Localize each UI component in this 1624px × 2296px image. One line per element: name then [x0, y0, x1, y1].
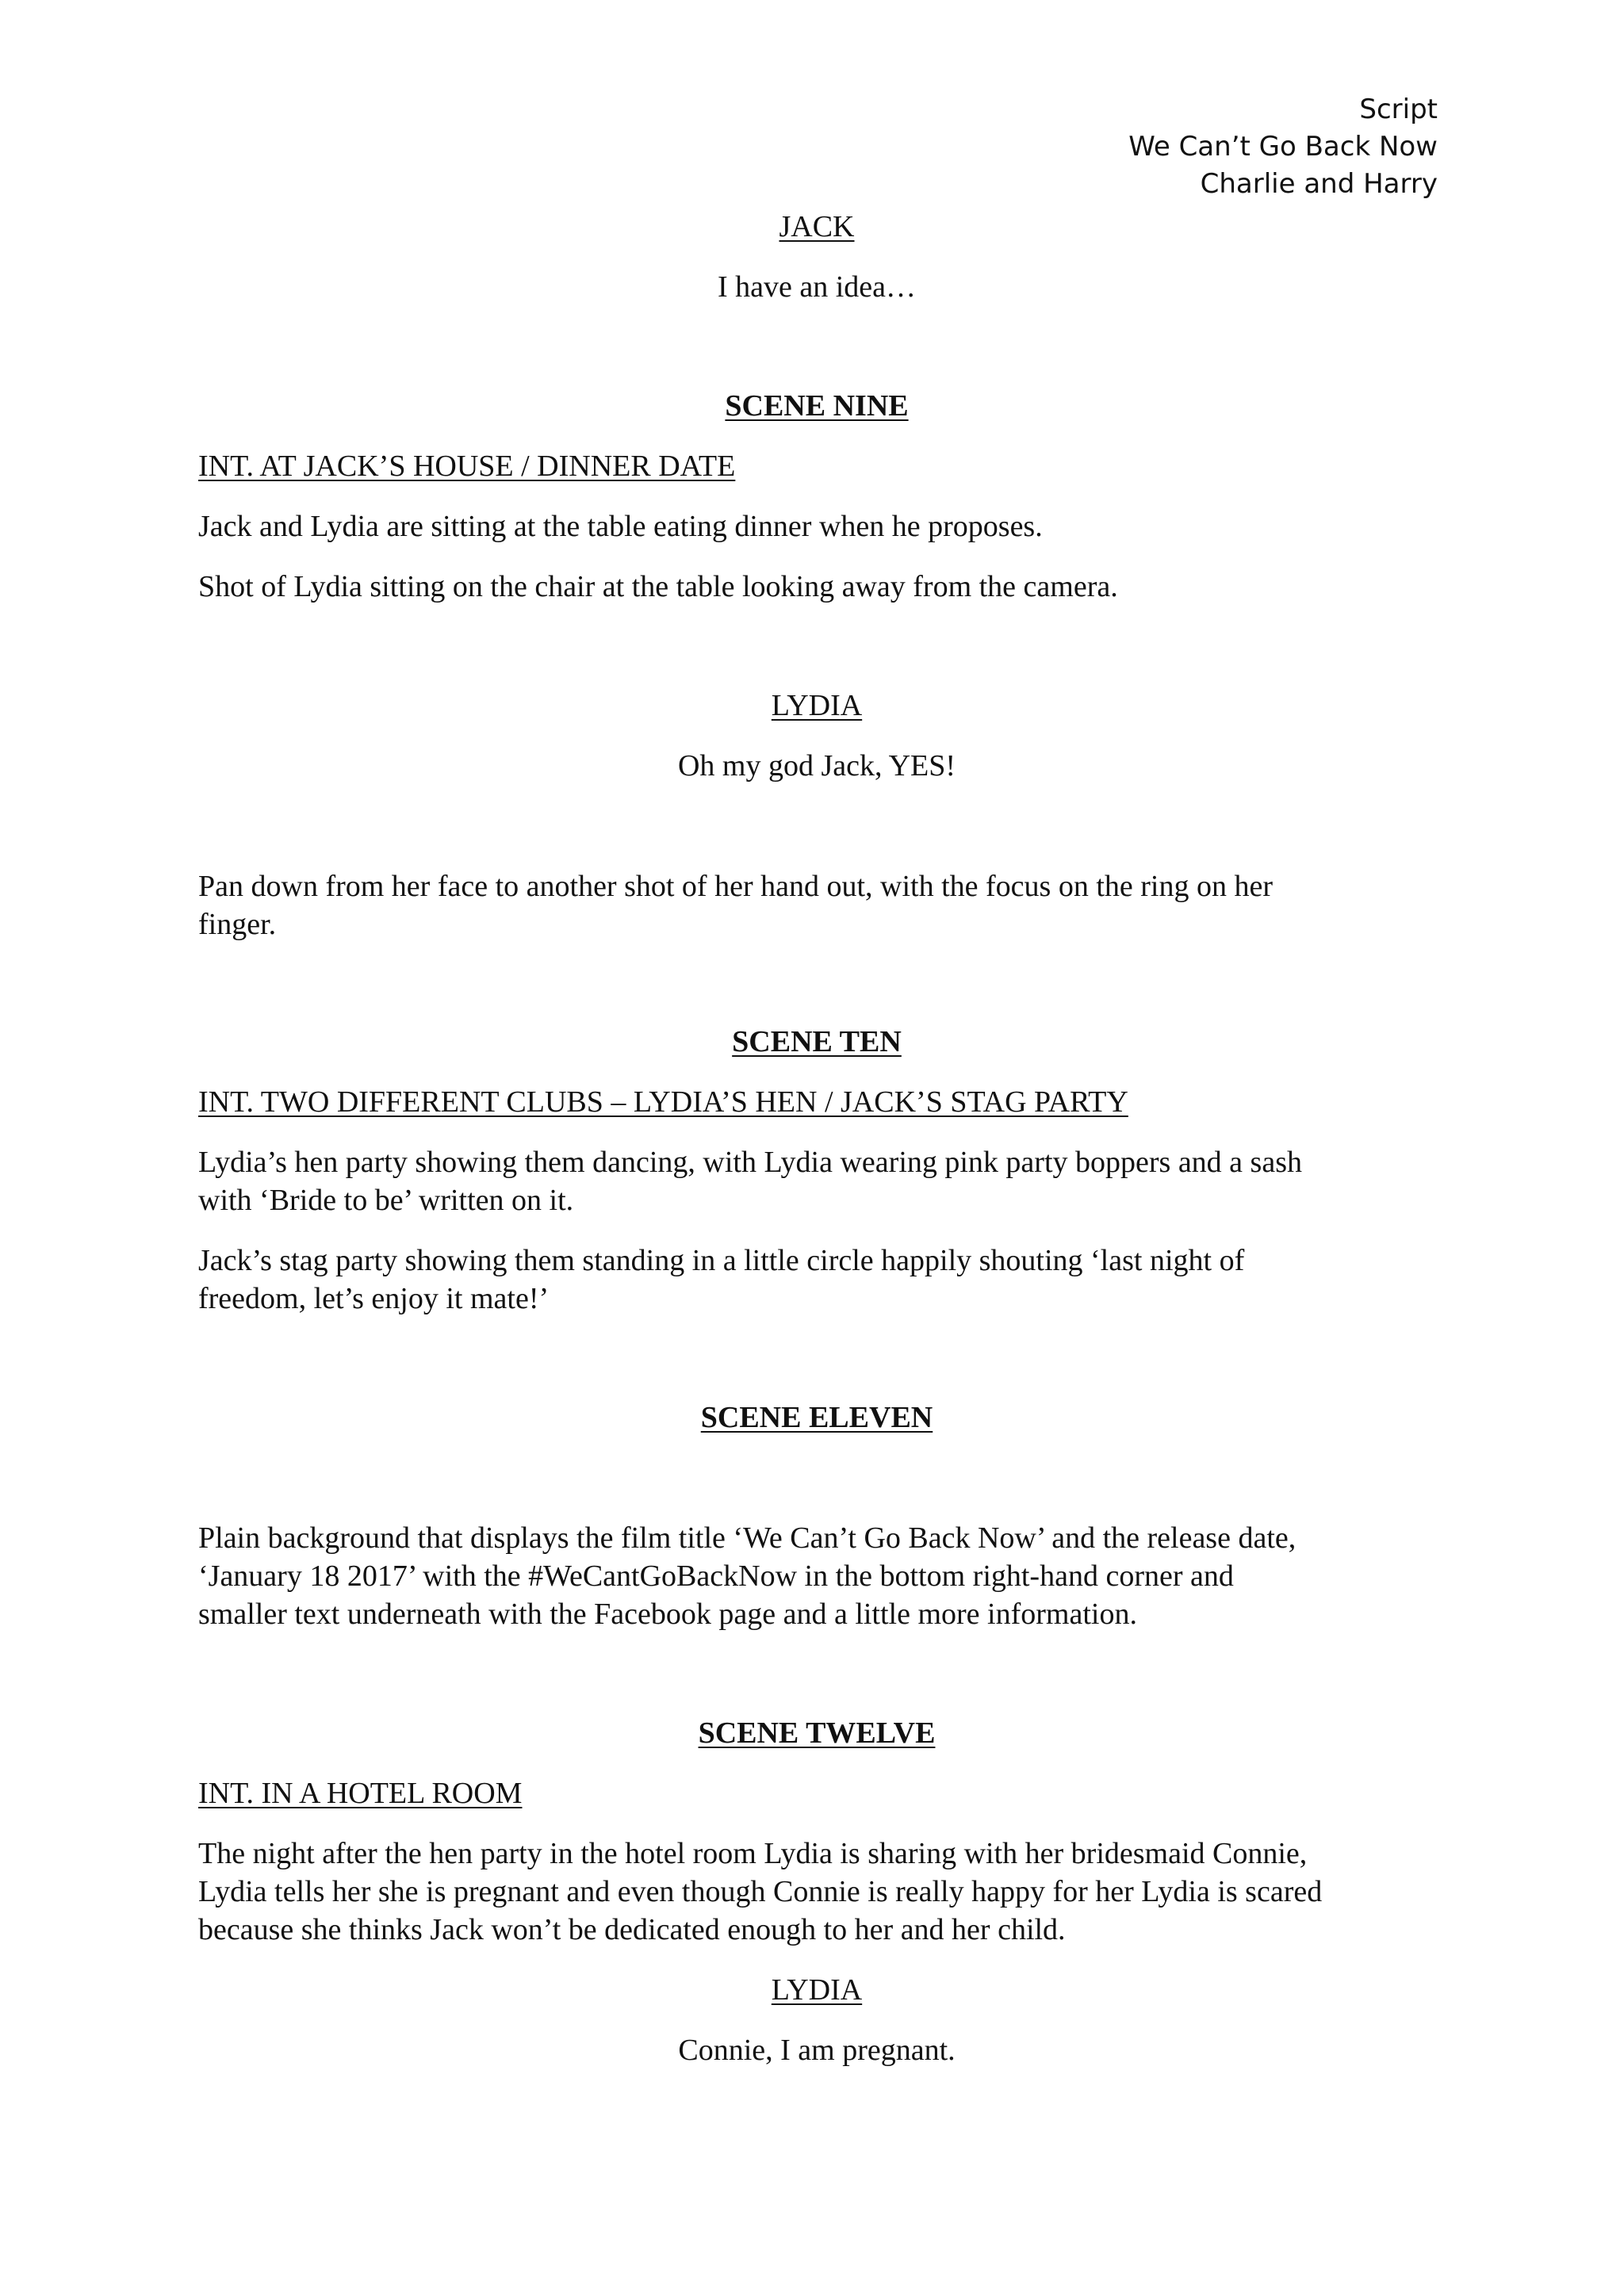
action-scene-twelve-line-3: because she thinks Jack won’t be dedicated enough to her and her child. [198, 1913, 1066, 1946]
character-name-jack: JACK [779, 210, 855, 243]
page-header [1128, 91, 1438, 203]
slugline-scene-nine: INT. AT JACK’S HOUSE / DINNER DATE [198, 450, 736, 483]
scene-heading-ten: SCENE TEN [732, 1025, 902, 1058]
action-scene-eleven-line-3: smaller text underneath with the Facebook page and a little more information. [198, 1598, 1137, 1631]
action-scene-eleven-line-2: ‘January 18 2017’ with the #WeCantGoBackNow in the bottom right-hand corner and [198, 1559, 1234, 1593]
dialogue-lydia-2: Connie, I am pregnant. [678, 2034, 956, 2067]
action-scene-ten-2-line-1: Jack’s stag party showing them standing in a little circle happily shouting ‘last night of [198, 1244, 1245, 1277]
action-scene-eleven-line-1: Plain background that displays the film title ‘We Can’t Go Back Now’ and the release date, [198, 1521, 1297, 1555]
slugline-scene-twelve: INT. IN A HOTEL ROOM [198, 1777, 523, 1810]
action-scene-nine-1: Jack and Lydia are sitting at the table eating dinner when he proposes. [198, 510, 1043, 543]
action-scene-ten-1-line-2: with ‘Bride to be’ written on it. [198, 1184, 574, 1217]
character-name-lydia: LYDIA [771, 689, 863, 722]
header-authors: Charlie and Harry [1200, 168, 1438, 200]
action-scene-twelve-line-2: Lydia tells her she is pregnant and even though Connie is really happy for her Lydia is scared [198, 1875, 1323, 1908]
character-name-lydia-2: LYDIA [771, 1973, 863, 2007]
slugline-scene-ten: INT. TWO DIFFERENT CLUBS – LYDIA’S HEN / JACK’S STAG PARTY [198, 1085, 1128, 1119]
action-pan-line-1: Pan down from her face to another shot of her hand out, with the focus on the ring on her [198, 870, 1273, 903]
header-doc-type: Script [1359, 94, 1438, 125]
action-scene-ten-2-line-2: freedom, let’s enjoy it mate!’ [198, 1282, 550, 1315]
action-scene-ten-1-line-1: Lydia’s hen party showing them dancing, with Lydia wearing pink party boppers and a sash [198, 1146, 1302, 1179]
scene-heading-nine: SCENE NINE [725, 389, 909, 423]
action-pan-line-2: finger. [198, 908, 277, 941]
dialogue-lydia: Oh my god Jack, YES! [677, 749, 956, 783]
action-scene-twelve-line-1: The night after the hen party in the hotel room Lydia is sharing with her bridesmaid Connie, [198, 1837, 1308, 1870]
action-scene-nine-2: Shot of Lydia sitting on the chair at the table looking away from the camera. [198, 570, 1118, 603]
dialogue-jack: I have an idea… [717, 270, 917, 304]
scene-heading-twelve: SCENE TWELVE [698, 1716, 936, 1750]
scene-heading-eleven: SCENE ELEVEN [700, 1401, 933, 1434]
header-title: We Can’t Go Back Now [1128, 131, 1438, 163]
